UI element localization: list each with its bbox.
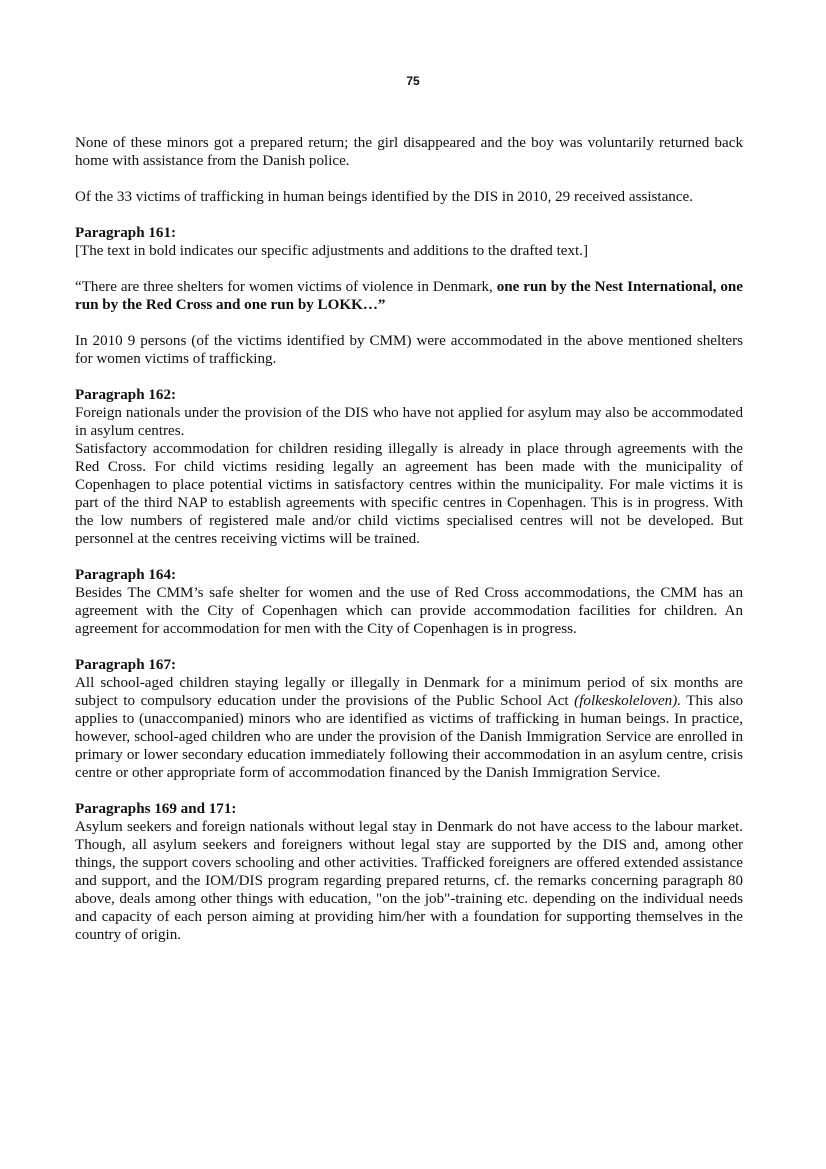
paragraph-2010-accommodation: In 2010 9 persons (of the victims identified by CMM) were accommodated in the above mentioned shelters for women victims of trafficking. — [75, 333, 743, 367]
quote-plain-text: “There are three shelters for women victims of violence in Denmark, — [75, 279, 497, 295]
paragraph-labour-market: Asylum seekers and foreign nationals without legal stay in Denmark do not have access to the labour market. Though, all asylum seekers and foreigners without legal stay are supported by the DIS and, among other things, the support covers schooling and other activities. Trafficked foreigners are offered extended assistance and support, and the IOM/DIS program regarding prepared returns, cf. the remarks concerning paragraph 80 above, deals among other things with education, "on the job"-training etc. depending on the individual needs and capacity of each person aiming at providing him/her with a foundation for supporting themselves in the country of origin. — [75, 819, 743, 943]
quote-shelters — [75, 278, 743, 314]
paragraph-satisfactory-accommodation: Satisfactory accommodation for children residing illegally is already in place through agreements with the Red Cross. For child victims residing legally an agreement has been made with the municipality of Copenhagen to place potential victims in satisfactory centres within the municipality. For male victims it is part of the third NAP to establish agreements with specific centres in Copenhagen. This is in progress. With the low numbers of registered male and/or child victims specialised centres will not be developed. But personnel at the centres receiving victims will be trained. — [75, 441, 743, 547]
heading-paragraph-161: Paragraph 161: — [75, 225, 177, 241]
note-bold-text: [The text in bold indicates our specific adjustments and additions to the drafted text.] — [75, 243, 589, 259]
heading-paragraph-164: Paragraph 164: — [75, 567, 177, 583]
page-number: 75 — [406, 74, 420, 88]
paragraph-minors-return: None of these minors got a prepared return; the girl disappeared and the boy was voluntarily returned back home with assistance from the Danish police. — [75, 135, 743, 169]
heading-paragraph-162: Paragraph 162: — [75, 387, 177, 403]
act-name-italic: (folkeskoleloven). — [574, 693, 682, 709]
paragraph-cmm-shelter: Besides The CMM’s safe shelter for women and the use of Red Cross accommodations, the CMM has an agreement with the City of Copenhagen which can provide accommodation facilities for children. An agreement for accommodation for men with the City of Copenhagen is in progress. — [75, 585, 743, 637]
school-text-before: All school-aged children staying legally or illegally in Denmark for a minimum period of six months are subject to compulsory education under the provisions of the Public School Act — [75, 675, 743, 709]
heading-paragraphs-169-171: Paragraphs 169 and 171: — [75, 801, 237, 817]
heading-paragraph-167: Paragraph 167: — [75, 657, 177, 673]
quote-bold-text: one run by the Nest International, one run by the Red Cross and one run by LOKK…” — [75, 279, 743, 313]
paragraph-school-aged-children — [75, 674, 743, 782]
paragraph-victims-assistance: Of the 33 victims of trafficking in human beings identified by the DIS in 2010, 29 received assistance. — [75, 189, 694, 205]
school-text-after: This also applies to (unaccompanied) minors who are identified as victims of trafficking in human beings. In practice, however, school-aged children who are under the provision of the Danish Immigration Service are enrolled in primary or lower secondary education immediately following their accommodation in an asylum centre, crisis centre or other appropriate form of accommodation financed by the Danish Immigration Service. — [75, 693, 743, 781]
paragraph-foreign-nationals: Foreign nationals under the provision of the DIS who have not applied for asylum may also be accommodated in asylum centres. — [75, 405, 743, 439]
document-body — [75, 134, 743, 944]
